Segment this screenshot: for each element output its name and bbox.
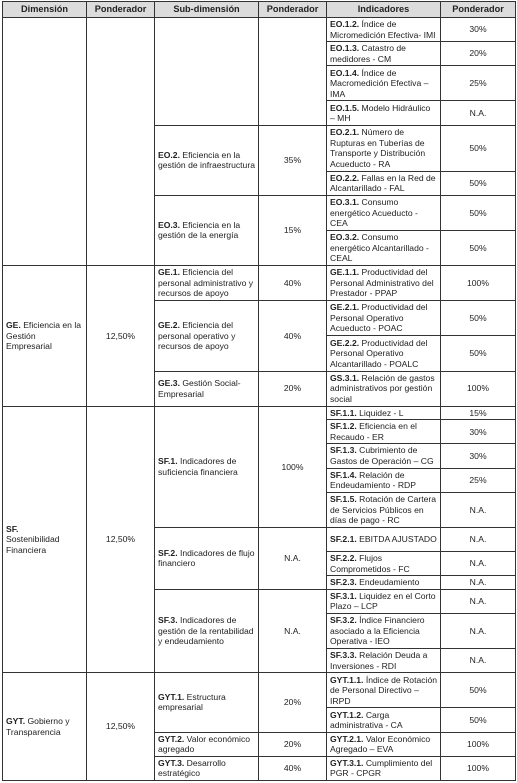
subdimension-name: Eficiencia del personal operativo y recursos de apoyo — [158, 320, 236, 352]
indicator-cell — [327, 492, 441, 527]
subdimension-name: Eficiencia en la gestión de la energía — [158, 219, 241, 241]
indicator-weight: 50% — [441, 171, 516, 195]
indicator-code: GYT.2.1. — [330, 733, 364, 744]
header-subdimension: Sub-dimensión — [155, 2, 259, 18]
indicator-name: Flujos Comprometidos - FC — [330, 553, 410, 574]
subdimension-weight: 40% — [259, 756, 327, 780]
indicator-cell — [327, 649, 441, 673]
indicator-code: EO.1.3. — [330, 43, 360, 54]
indicator-cell — [327, 613, 441, 648]
subdimension-cell — [155, 371, 259, 406]
subdimension-code: SF.1. — [158, 456, 178, 467]
subdimension-name: Desarrollo estratégico — [158, 757, 226, 779]
header-indicadores: Indicadores — [327, 2, 441, 18]
indicator-name: Carga administrativa - CA — [330, 709, 403, 730]
indicator-cell — [327, 708, 441, 732]
indicator-code: SF.2.2. — [330, 553, 357, 564]
indicator-code: SF.2.3. — [330, 577, 357, 588]
indicator-code: SF.3.2. — [330, 615, 357, 626]
header-ponderador-subdimension: Ponderador — [259, 2, 327, 18]
header-ponderador-dimension: Ponderador — [87, 2, 155, 18]
subdimension-code: GYT.3. — [158, 757, 185, 768]
subdimension-code: SF.2. — [158, 547, 178, 558]
indicator-weight: 30% — [441, 18, 516, 42]
dimension-name: Gobierno y Transparencia — [6, 716, 70, 737]
indicator-name: Consumo energético Alcantarillado - CEAL — [330, 232, 429, 264]
dimension-weight: 12,50% — [87, 673, 155, 781]
indicator-weight: 100% — [441, 265, 516, 300]
indicator-name: Modelo Hidráulico – MH — [330, 102, 431, 124]
dimension-code: GYT. — [6, 716, 26, 727]
indicator-code: GYT.3.1. — [330, 757, 364, 768]
indicator-name: Número de Rupturas en Tuberías de Transporte y Distribución Acueducto - RA — [330, 127, 426, 169]
subdimension-code: GE.2. — [158, 320, 180, 331]
subdimension-cell — [155, 301, 259, 371]
subdimension-code: GE.1. — [158, 267, 180, 278]
dimension-weight: 12,50% — [87, 265, 155, 406]
indicator-cell — [327, 576, 441, 590]
indicator-weight: 30% — [441, 420, 516, 444]
indicator-name: EBITDA AJUSTADO — [359, 534, 437, 545]
header-ponderador-indicador: Ponderador — [441, 2, 516, 18]
subdimension-name: Eficiencia en la gestión de infraestructura — [158, 149, 255, 171]
indicator-name: Índice de Micromedición Efectiva- IMI — [330, 19, 436, 40]
subdimension-code: GYT.1. — [158, 691, 185, 702]
indicator-name: Índice de Macromedición Efectiva – IMA — [330, 67, 429, 99]
indicator-name: Rotación de Cartera de Servicios Públicos en días de pago - RC — [330, 494, 437, 526]
indicator-code: GYT.1.1. — [330, 674, 364, 685]
indicator-weight: 15% — [441, 406, 516, 420]
indicator-name: Productividad del Personal Operativo Acueducto - POAC — [330, 302, 428, 334]
indicator-code: GE.2.1. — [330, 302, 360, 313]
subdimension-cell — [155, 18, 259, 126]
indicator-cell — [327, 125, 441, 171]
indicator-cell — [327, 732, 441, 756]
subdimension-weight: 20% — [259, 371, 327, 406]
subdimension-name: Gestión Social-Empresarial — [158, 378, 241, 399]
subdimension-weight: 15% — [259, 196, 327, 266]
indicator-code: EO.3.2. — [330, 232, 360, 243]
indicator-cell — [327, 527, 441, 551]
indicator-name: Cubrimiento de Gastos de Operación – CG — [330, 445, 434, 466]
indicator-weight: N.A. — [441, 576, 516, 590]
indicator-name: Productividad del Personal Operativo Alcantarillado - POALC — [330, 337, 428, 369]
indicator-name: Relación de Endeudamiento - RDP — [330, 469, 416, 491]
indicator-name: Liquidez - L — [359, 407, 404, 418]
indicator-cell — [327, 101, 441, 125]
indicator-cell — [327, 406, 441, 420]
subdimension-weight: 20% — [259, 673, 327, 732]
subdimension-weight: 35% — [259, 125, 327, 195]
indicator-weight: 50% — [441, 125, 516, 171]
header-dimension: Dimensión — [3, 2, 87, 18]
indicator-name: Catastro de medidores - CM — [330, 43, 406, 64]
indicator-code: SF.1.3. — [330, 445, 357, 456]
dimension-name: Sostenibilidad Financiera — [6, 534, 60, 555]
subdimension-cell — [155, 265, 259, 300]
indicator-weight: 25% — [441, 66, 516, 101]
indicator-weight: 30% — [441, 444, 516, 468]
indicator-code: EO.2.1. — [330, 127, 360, 138]
indicators-table — [2, 1, 516, 781]
subdimension-code: GYT.2. — [158, 733, 185, 744]
indicator-code: EO.2.2. — [330, 172, 360, 183]
indicator-weight: 100% — [441, 756, 516, 780]
subdimension-cell — [155, 196, 259, 266]
indicator-weight: N.A. — [441, 589, 516, 613]
dimension-cell — [3, 265, 87, 406]
subdimension-weight: N.A. — [259, 589, 327, 672]
indicator-code: SF.3.1. — [330, 590, 357, 601]
indicator-cell — [327, 552, 441, 576]
indicator-name: Endeudamiento — [359, 577, 420, 588]
indicator-code: EO.1.4. — [330, 67, 360, 78]
indicator-code: SF.1.4. — [330, 469, 357, 480]
indicator-cell — [327, 171, 441, 195]
subdimension-name: Indicadores de suficiencia financiera — [158, 456, 238, 477]
indicator-cell — [327, 301, 441, 336]
subdimension-cell — [155, 406, 259, 527]
indicator-weight: 50% — [441, 196, 516, 231]
indicator-name: Liquidez en el Corto Plazo – LCP — [330, 590, 436, 612]
subdimension-code: EO.2. — [158, 149, 180, 160]
indicator-weight: N.A. — [441, 492, 516, 527]
indicator-weight: N.A. — [441, 649, 516, 673]
table-row — [3, 18, 516, 42]
table-row — [3, 673, 516, 708]
indicator-code: SF.1.2. — [330, 421, 357, 432]
subdimension-name: Valor económico agregado — [158, 733, 251, 755]
indicator-weight: 50% — [441, 230, 516, 265]
indicator-weight: N.A. — [441, 527, 516, 551]
subdimension-cell — [155, 589, 259, 672]
indicator-weight: 25% — [441, 468, 516, 492]
indicator-cell — [327, 265, 441, 300]
indicator-code: SF.2.1. — [330, 534, 357, 545]
dimension-code: GE. — [6, 320, 21, 331]
indicator-name: Índice Financiero asociado a la Eficiencia Operativa - IEO — [330, 615, 425, 647]
indicator-cell — [327, 18, 441, 42]
indicator-cell — [327, 468, 441, 492]
subdimension-code: SF.3. — [158, 615, 178, 626]
dimension-cell — [3, 673, 87, 781]
indicator-weight: 50% — [441, 673, 516, 708]
indicator-code: EO.1.5. — [330, 102, 360, 113]
indicator-code: GS.3.1. — [330, 372, 360, 383]
indicator-weight: N.A. — [441, 552, 516, 576]
indicator-cell — [327, 589, 441, 613]
subdimension-weight: N.A. — [259, 527, 327, 589]
indicator-code: SF.1.5. — [330, 494, 357, 505]
subdimension-name: Eficiencia del personal administrativo y recursos de apoyo — [158, 267, 254, 299]
indicator-cell — [327, 336, 441, 371]
indicator-code: GE.2.2. — [330, 337, 360, 348]
indicator-cell — [327, 230, 441, 265]
subdimension-code: GE.3. — [158, 378, 180, 389]
indicator-code: GYT.1.2. — [330, 709, 364, 720]
subdimension-name: Estructura empresarial — [158, 691, 226, 713]
indicator-cell — [327, 444, 441, 468]
indicator-cell — [327, 371, 441, 406]
indicator-name: Eficiencia en el Recaudo - ER — [330, 421, 417, 442]
subdimension-weight: 100% — [259, 406, 327, 527]
indicator-name: Índice de Rotación de Personal Directivo – IRPD — [330, 674, 438, 706]
indicator-cell — [327, 66, 441, 101]
indicator-weight: N.A. — [441, 101, 516, 125]
dimension-cell — [3, 406, 87, 673]
indicator-cell — [327, 420, 441, 444]
subdimension-weight: 20% — [259, 732, 327, 756]
indicator-name: Consumo energético Acueducto - CEA — [330, 197, 418, 229]
indicator-weight: 20% — [441, 42, 516, 66]
indicator-cell — [327, 673, 441, 708]
indicator-name: Fallas en la Red de Alcantarillado - FAL — [330, 172, 436, 194]
indicator-name: Valor Económico Agregado – EVA — [330, 733, 431, 755]
subdimension-cell — [155, 125, 259, 195]
indicator-code: EO.3.1. — [330, 197, 360, 208]
indicator-cell — [327, 196, 441, 231]
indicator-weight: 100% — [441, 371, 516, 406]
table-row — [3, 406, 516, 420]
indicator-name: Relación Deuda a Inversiones - RDI — [330, 650, 428, 671]
indicator-weight: N.A. — [441, 613, 516, 648]
indicator-code: SF.1.1. — [330, 407, 357, 418]
dimension-weight — [87, 18, 155, 266]
indicator-code: EO.1.2. — [330, 19, 360, 30]
dimension-name: Eficiencia en la Gestión Empresarial — [6, 320, 82, 352]
header-row — [3, 2, 516, 18]
dimension-code: SF. — [6, 523, 19, 534]
subdimension-code: EO.3. — [158, 219, 180, 230]
subdimension-name: Indicadores de flujo financiero — [158, 547, 255, 569]
dimension-cell — [3, 18, 87, 266]
indicator-name: Cumplimiento del PGR - CPGR — [330, 757, 433, 779]
indicator-weight: 50% — [441, 336, 516, 371]
indicator-name: Relación de gastos administrativos por gestión social — [330, 372, 435, 404]
indicator-code: SF.3.3. — [330, 650, 357, 661]
indicator-weight: 50% — [441, 708, 516, 732]
dimension-weight: 12,50% — [87, 406, 155, 673]
indicator-weight: 50% — [441, 301, 516, 336]
indicator-cell — [327, 42, 441, 66]
table-row — [3, 265, 516, 300]
subdimension-weight — [259, 18, 327, 126]
indicator-code: GE.1.1. — [330, 267, 360, 278]
subdimension-cell — [155, 527, 259, 589]
indicator-cell — [327, 756, 441, 780]
subdimension-name: Indicadores de gestión de la rentabilidad y endeudamiento — [158, 615, 254, 647]
subdimension-cell — [155, 732, 259, 756]
subdimension-weight: 40% — [259, 301, 327, 371]
subdimension-cell — [155, 673, 259, 732]
subdimension-cell — [155, 756, 259, 780]
indicator-weight: 100% — [441, 732, 516, 756]
indicator-name: Productividad del Personal Administrativo del Prestador - PPAP — [330, 267, 434, 299]
subdimension-weight: 40% — [259, 265, 327, 300]
